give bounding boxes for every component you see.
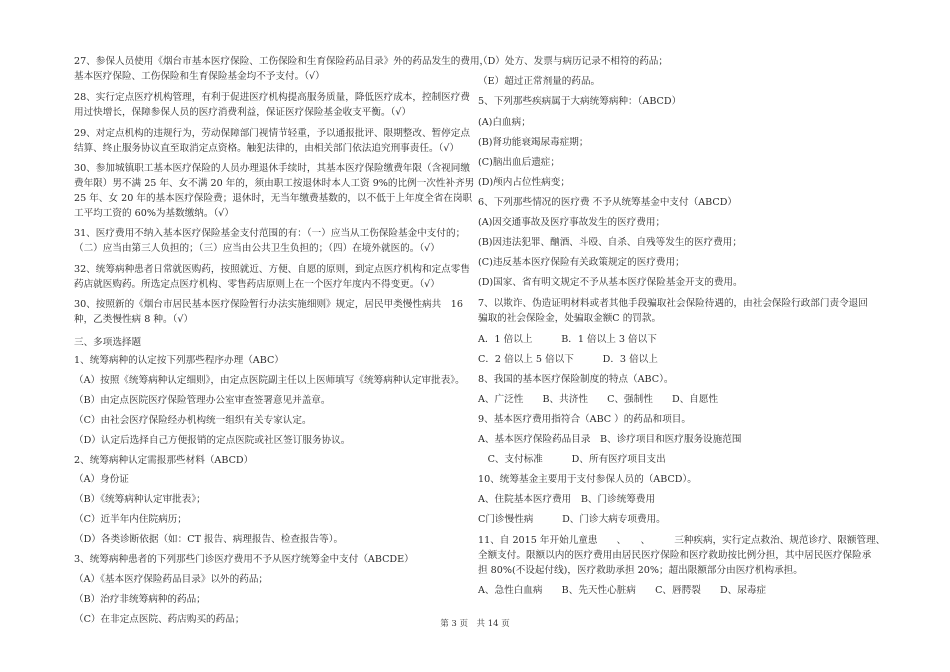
left-column-line: 27、参保人员使用《烟台市基本医疗保险、工伤保险和生育保险药品目录》外的药品发生的费用， — [74, 56, 490, 67]
left-column-line: 基本医疗保险、工伤保险和生育保险基金均不予支付。（√） — [74, 71, 325, 82]
right-column-line: (B)肾功能衰竭尿毒症期； — [478, 137, 589, 148]
right-column-line: (D)国家、省有明文规定不予从基本医疗保险基金开支的费用。 — [478, 277, 743, 288]
left-column-line: 2、统筹病种认定需报那些材料（ABCD） — [74, 455, 254, 466]
right-column-line: 骗取的社会保险金，处骗取金额C 的罚款。 — [478, 313, 662, 324]
left-column-line: 29、对定点机构的违规行为，劳动保障部门视情节轻重，予以通报批评、限期整改、暂停定点 — [74, 128, 470, 139]
left-column-line: 用过快增长，保障参保人员的医疗消费利益，保证医疗保险基金收支平衡。（√） — [74, 107, 412, 118]
left-column-line: （C）由社会医疗保险经办机构统一组织有关专家认定。 — [74, 415, 312, 426]
right-column-line: A、住院基本医疗费用 B、门诊统筹费用 — [478, 494, 656, 505]
left-column-line: 结算、终止服务协议直至取消定点资格。触犯法律的，由相关部门依法追究刑事责任。（√） — [74, 143, 460, 154]
right-column-line: C门诊慢性病 D、门诊大病专项费用。 — [478, 514, 666, 525]
left-column-line: 种，乙类慢性病 8 种。（√） — [74, 314, 194, 325]
left-column-line: 31、医疗费用不纳入基本医疗保险基金支付范围的有：（一）应当从工伤保险基金中支付的； — [74, 228, 466, 239]
left-column-line: 1、统筹病种的认定按下列那些程序办理（ABC） — [74, 355, 284, 366]
left-column-line: 32、统筹病种患者日常就医购药，按照就近、方便、自愿的原则，到定点医疗机构和定点零售 — [74, 264, 470, 275]
left-column-line: 三、多项选择题 — [74, 337, 142, 348]
right-column-line: (C)违反基本医疗保险有关政策规定的医疗费用； — [478, 257, 685, 268]
left-column-line: （C）在非定点医院、药店购买的药品； — [74, 614, 245, 625]
left-column-line: 28、实行定点医疗机构管理，有利于促进医疗机构提高服务质量，降低医疗成本，控制医疗费 — [74, 92, 470, 103]
right-column-line: C．2 倍以上 5 倍以下 D．3 倍以上 — [478, 354, 658, 365]
right-column-line: (A)白血病； — [478, 117, 531, 128]
left-column-line: 30、参加城镇职工基本医疗保险的人员办理退休手续时，其基本医疗保险缴费年限（含视同缴 — [74, 163, 470, 174]
left-column-line: 25 年、女 20 年的基本医疗保险费；退休时，无当年缴费基数的，以不低于上年度全省在岗职 — [74, 193, 473, 204]
left-column-line: （B）治疗非统筹病种的药品； — [74, 594, 206, 605]
right-column-line: 10、统筹基金主要用于支付参保人员的（ABCD）。 — [478, 474, 697, 485]
right-column-line: A、急性白血病 B、先天性心脏病 C、唇腭裂 D、尿毒症 — [478, 585, 767, 596]
left-column-line: （C）近半年内住院病历； — [74, 514, 187, 525]
right-column-line: 9、基本医疗费用指符合（ABC ）的药品和项目。 — [478, 414, 691, 425]
left-column-line: （D）认定后选择自己方便报销的定点医院或社区签订服务协议。 — [74, 435, 351, 446]
left-column-line: 30、按照新的《烟台市居民基本医疗保险暂行办法实施细则》规定，居民甲类慢性病共 16 — [74, 299, 463, 310]
right-column-line: 11、自 2015 年开始儿童患 、 、 三种疾病，实行定点救治、规范诊疗、限额管理、 — [478, 535, 886, 546]
right-column-line: （D）处方、发票与病历记录不相符的药品； — [478, 56, 668, 67]
right-column-line: A．1 倍以上 B．1 倍以上 3 倍以下 — [478, 334, 657, 345]
left-column-line: 3、统筹病种患者的下列那些门诊医疗费用不予从医疗统筹金中支付（ABCDE） — [74, 554, 414, 565]
left-column-line: 费年限）男不满 25 年、女不满 20 年的，须由职工按退休时本人工资 9%的比例一次性补齐男 — [74, 178, 475, 189]
left-column-line: 工平均工资的 60%为基数缴纳。（√） — [74, 208, 234, 219]
right-column-line: A、广泛性 B、共济性 C、强制性 D、自愿性 — [478, 394, 719, 405]
right-column-line: （E）超过正常剂量的药品。 — [478, 76, 601, 87]
left-column-line: 药店就医购药。所选定点医疗机构、零售药店原则上在一个医疗年度内不得变更。（√） — [74, 279, 440, 290]
left-column-line: （二）应当由第三人负担的；（三）应当由公共卫生负担的；（四）在境外就医的。（√） — [74, 243, 440, 254]
left-column-line: （D）各类诊断依据（如：CT 报告、病理报告、检查报告等）。 — [74, 534, 344, 545]
right-column-line: (A)因交通事故及医疗事故发生的医疗费用； — [478, 217, 666, 228]
page-footer: 第 3 页 共 14 页 — [440, 619, 510, 629]
left-column-line: （A）身份证 — [74, 474, 129, 485]
left-column-line: （B）《统筹病种认定审批表》； — [74, 494, 206, 505]
right-column-line: 8、我国的基本医疗保险制度的特点（ABC）。 — [478, 374, 674, 385]
left-column-line: （B）由定点医院医疗保险管理办公室审查签署意见并盖章。 — [74, 395, 331, 406]
right-column-line: (B)因违法犯罪、酗酒、斗殴、自杀、自残等发生的医疗费用； — [478, 237, 742, 248]
right-column-line: C、支付标准 D、所有医疗项目支出 — [478, 454, 666, 465]
right-column-line: 5、下列那些疾病属于大病统筹病种：（ABCD） — [478, 96, 682, 107]
right-column-line: (D)颅内占位性病变； — [478, 177, 570, 188]
right-column-line: 6、下列那些情况的医疗费 不予从统筹基金中支付（ABCD） — [478, 197, 737, 208]
left-column-line: （A）《基本医疗保险药品目录》以外的药品； — [74, 574, 269, 585]
left-column-line: （A）按照《统筹病种认定细则》，由定点医院副主任以上医师填写《统筹病种认定审批表》。 — [74, 375, 465, 386]
right-column-line: 全额支付。限额以内的医疗费用由居民医疗保险和医疗救助按比例分担，其中居民医疗保险承 — [478, 550, 872, 561]
right-column-line: (C)脑出血后遗症； — [478, 157, 560, 168]
right-column-line: 7、以欺诈、伪造证明材料或者其他手段骗取社会保险待遇的，由社会保险行政部门责令退回 — [478, 298, 868, 309]
right-column-line: A、基本医疗保险药品目录 B、诊疗项目和医疗服务设施范围 — [478, 434, 742, 445]
right-column-line: 担 80%(不设起付线)，医疗救助承担 20%；超出限额部分由医疗机构承担。 — [478, 565, 803, 576]
